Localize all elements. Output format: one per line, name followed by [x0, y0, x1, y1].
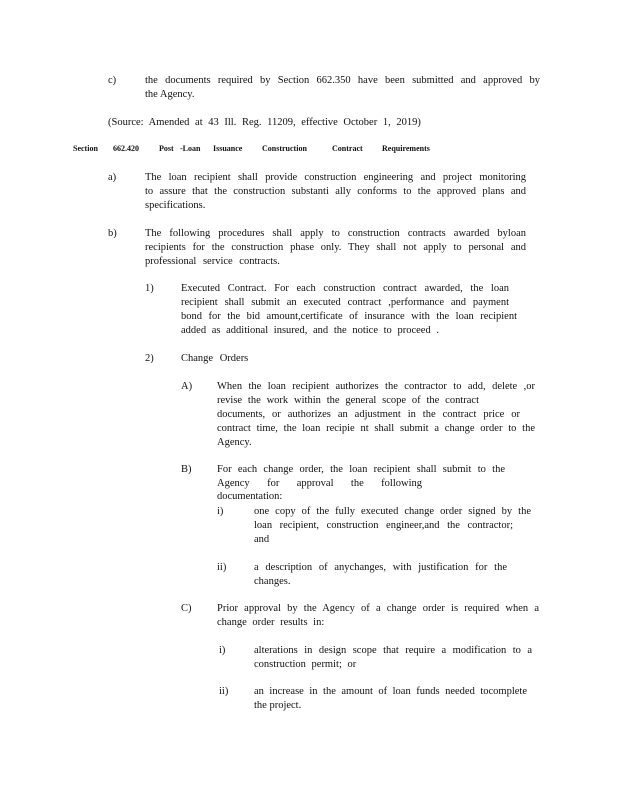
item-C-i-line: alterations in design scope that require a modification to a — [254, 645, 532, 656]
heading-word: Construction — [262, 144, 307, 153]
item-2-label: 2) — [145, 353, 154, 364]
item-1-line: recipient shall submit an executed contract ,performance and payment — [181, 297, 509, 308]
item-1-label: 1) — [145, 283, 154, 294]
item-B-ii-line: changes. — [254, 576, 291, 587]
item-A-line: revise the work within the general scope of the contract — [217, 395, 479, 406]
para-b-line: recipients for the construction phase only. They shall not apply to personal and — [145, 242, 526, 253]
item-c-line: the documents required by Section 662.350 have been submitted and approved by — [145, 75, 540, 86]
para-a-line: The loan recipient shall provide construction engineering and project monitoring — [145, 172, 526, 183]
item-B-ii-label: ii) — [217, 562, 227, 573]
para-b-line: professional service contracts. — [145, 256, 280, 267]
item-C-label: C) — [181, 603, 192, 614]
item-C-line: change order results in: — [217, 617, 325, 628]
heading-word: Issuance — [213, 144, 243, 153]
item-C-ii-label: ii) — [219, 686, 229, 697]
heading-word: -Loan — [180, 144, 201, 153]
heading-word: Post — [159, 144, 174, 153]
item-B-line: For each change order, the loan recipient shall submit to the — [217, 464, 505, 475]
item-C-ii-line: the project. — [254, 700, 302, 711]
item-B-ii-line: a description of anychanges, with justification for the — [254, 562, 507, 573]
item-2-heading: Change Orders — [181, 353, 249, 364]
item-c-label: c) — [108, 75, 117, 86]
item-A-line: When the loan recipient authorizes the contractor to add, delete ,or — [217, 381, 535, 392]
item-B-i-line: one copy of the fully executed change order signed by the — [254, 506, 531, 517]
item-B-i-line: loan recipient, construction engineer,and the contractor; — [254, 520, 513, 531]
item-C-i-label: i) — [219, 645, 226, 656]
item-C-i-line: construction permit; or — [254, 659, 357, 670]
item-B-line: Agency for approval the following documentation: — [217, 478, 422, 502]
heading-word: Section — [73, 144, 98, 153]
para-a-line: specifications. — [145, 200, 206, 211]
item-B-i-line: and — [254, 534, 270, 545]
item-A-line: Agency. — [217, 437, 252, 448]
item-A-label: A) — [181, 381, 193, 392]
item-c-line: the Agency. — [145, 89, 195, 100]
heading-word: Requirements — [382, 144, 430, 153]
item-1-line: added as additional insured, and the notice to proceed . — [181, 325, 439, 336]
source-note: (Source: Amended at 43 Ill. Reg. 11209, effective October 1, 2019) — [108, 117, 421, 128]
item-B-label: B) — [181, 464, 192, 475]
item-1-line: Executed Contract. For each construction contract awarded, the loan — [181, 283, 509, 294]
item-A-line: documents, or authorizes an adjustment in the contract price or — [217, 409, 520, 420]
item-C-ii-line: an increase in the amount of loan funds needed tocomplete — [254, 686, 527, 697]
item-B-i-label: i) — [217, 506, 224, 517]
item-A-line: contract time, the loan recipie nt shall submit a change order to the — [217, 423, 535, 434]
para-b-label: b) — [108, 228, 117, 239]
item-C-line: Prior approval by the Agency of a change order is required when a — [217, 603, 539, 614]
para-a-line: to assure that the construction substanti ally conforms to the approved plans and — [145, 186, 526, 197]
heading-word: Contract — [332, 144, 363, 153]
section-number: 662.420 — [113, 144, 139, 153]
para-b-line: The following procedures shall apply to construction contracts awarded byloan — [145, 228, 526, 239]
item-1-line: bond for the bid amount,certificate of insurance with the loan recipient — [181, 311, 517, 322]
para-a-label: a) — [108, 172, 117, 183]
